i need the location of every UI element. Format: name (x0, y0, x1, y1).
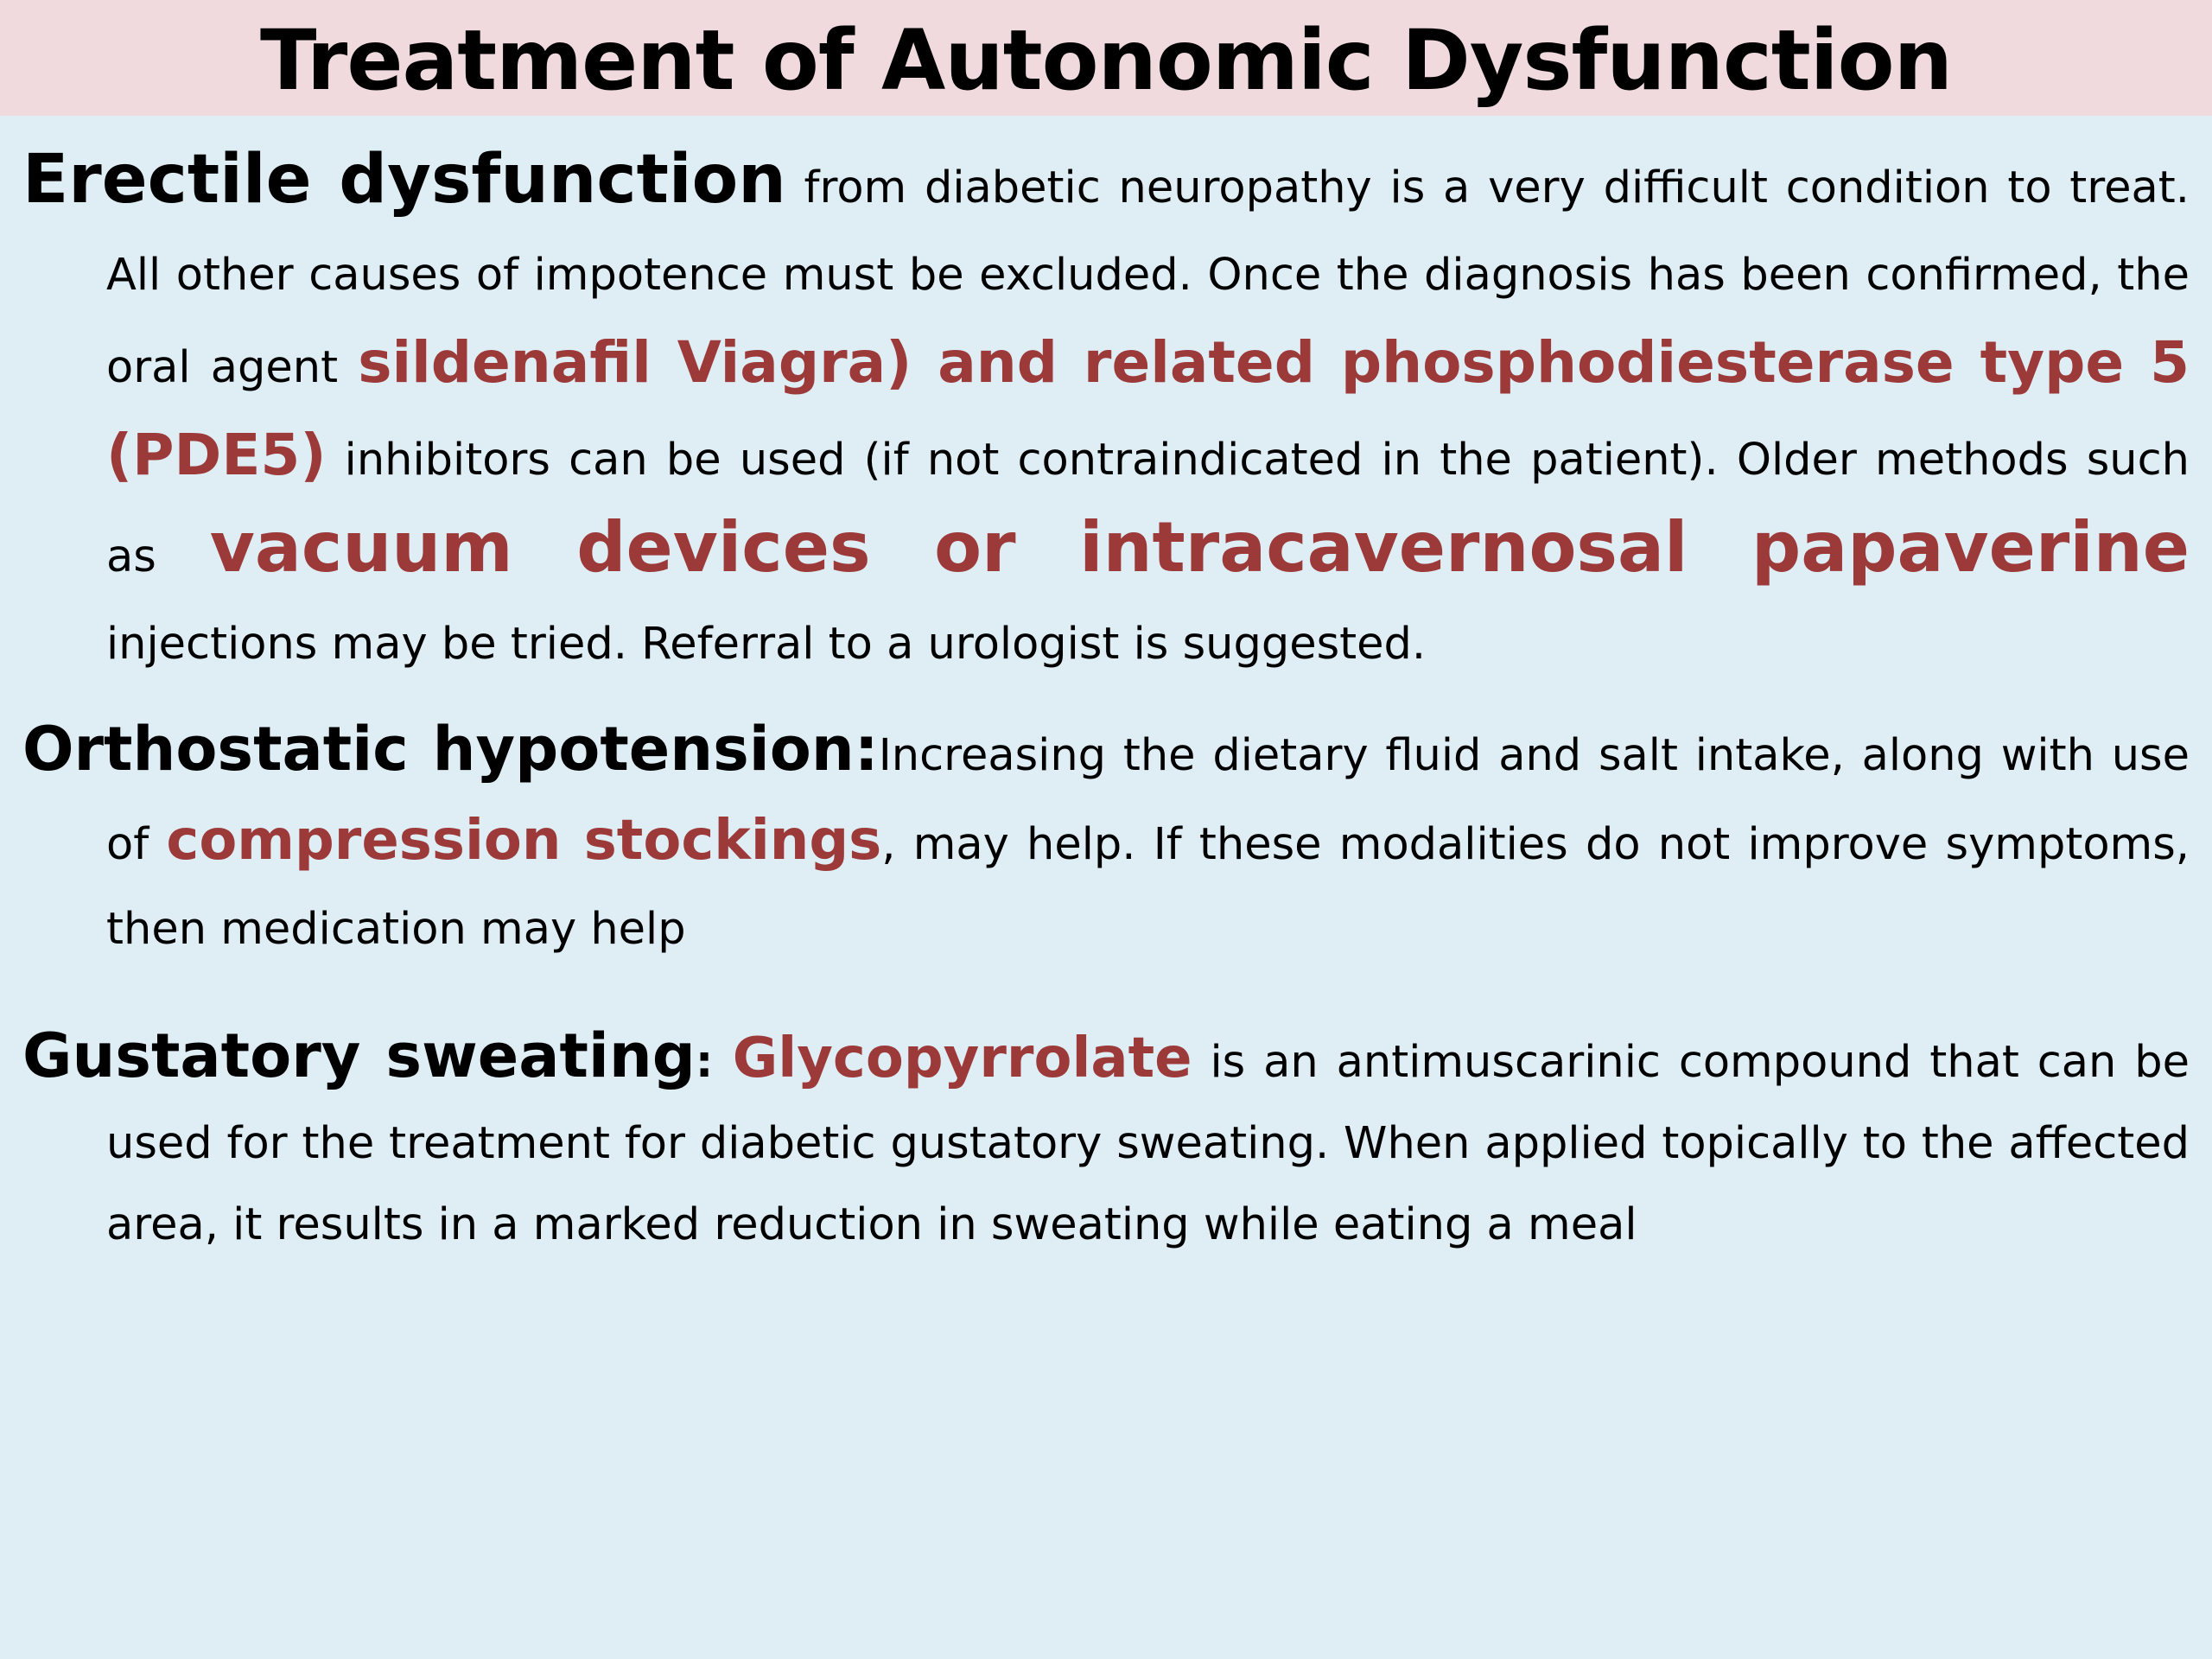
orthostatic-text-1: Increasing the dietary fluid and salt intake, along with use of (106, 730, 2190, 870)
erectile-text-3: injections may be tried. Referral to a urologist is suggested. (106, 619, 1427, 670)
glycopyrrolate-highlight: Glycopyrrolate (732, 1027, 1192, 1090)
slide-body (22, 137, 2190, 1266)
erectile-text-1: from diabetic neuropathy is a very difficult condition to treat. All other causes of impotence must be excluded. Once the diagnosis has been confirmed, the oral agent (106, 162, 2190, 393)
compression-stockings-highlight: compression stockings (166, 809, 882, 873)
orthostatic-hypotension-term: Orthostatic hypotension: (22, 714, 879, 785)
orthostatic-text-2: , may help. If these modalities do not improve symptoms, then medication may help (106, 819, 2190, 955)
sildenafil-highlight: sildenafil Viagra) and related phosphodiesterase type 5 (PDE5) (106, 329, 2190, 488)
vacuum-devices-highlight: vacuum devices or intracavernosal papaverine (209, 507, 2190, 588)
gustatory-sweating-paragraph (22, 1015, 2190, 1266)
erectile-text-2: inhibitors can be used (if not contraindicated in the patient). Older methods such as (106, 435, 2190, 582)
slide-title: Treatment of Autonomic Dysfunction (260, 12, 1952, 109)
gustatory-sweating-term: Gustatory sweating (22, 1020, 696, 1091)
gustatory-separator: : (695, 1037, 733, 1088)
gustatory-text-1: is an antimuscarinic compound that can be used for the treatment for diabetic gustatory sweating. When applied topically to the affected area, it results in a marked reduction in sweating while eating a meal (106, 1037, 2190, 1250)
erectile-dysfunction-paragraph (22, 137, 2190, 688)
erectile-dysfunction-term: Erectile dysfunction (22, 141, 786, 219)
orthostatic-hypotension-paragraph (22, 707, 2190, 972)
